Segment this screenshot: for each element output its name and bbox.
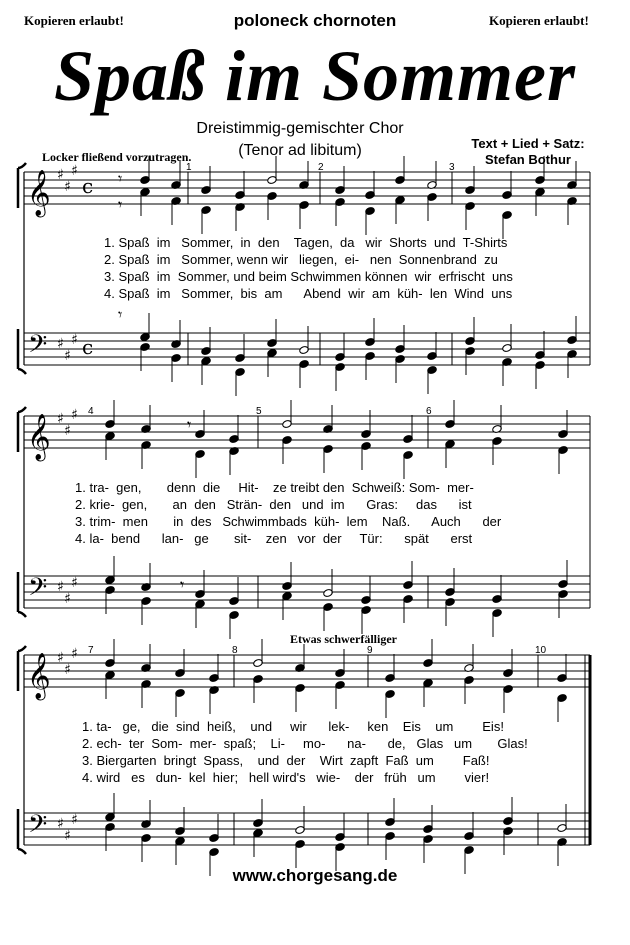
lyric-verse-1: 1. ta- ge, die sind heiß, und wir lek- ken Eis um Eis!	[82, 719, 504, 734]
publisher-name: poloneck chornoten	[233, 11, 397, 30]
lyrics-block-2	[75, 481, 501, 545]
eighth-rest-icon: 𝄾	[187, 415, 192, 434]
lyric-verse-2: 2. Spaß im Sommer, wenn wir liegen, ei- nen Sonnenbrand zu	[104, 252, 498, 267]
subtitle-line-1: Dreistimmig-gemischter Chor	[196, 120, 404, 137]
measure-number: 5	[256, 406, 262, 417]
sharp-icon: ♯	[57, 579, 64, 595]
eighth-rest-icon: 𝄾	[118, 195, 123, 214]
sharp-icon: ♯	[64, 591, 71, 607]
measure-number: 8	[232, 645, 238, 656]
sharp-icon: ♯	[71, 407, 78, 423]
bass-clef-icon: 𝄢	[28, 810, 48, 845]
copy-allowed-right: Kopieren erlaubt!	[489, 13, 589, 28]
treble-clef-icon: 𝄞	[27, 653, 51, 699]
sharp-icon: ♯	[64, 179, 71, 195]
sharp-icon: ♯	[64, 348, 71, 364]
sharp-icon: ♯	[71, 163, 78, 179]
lyric-verse-1: 1. tra- gen, denn die Hit- ze treibt den Schweiß: Som- mer-	[75, 480, 474, 495]
bass-clef-icon: 𝄢	[28, 573, 48, 608]
measure-number: 1	[186, 162, 192, 173]
sharp-icon: ♯	[64, 423, 71, 439]
measure-number: 9	[367, 645, 373, 656]
staff-bracket	[18, 572, 26, 617]
subtitle-line-2: (Tenor ad libitum)	[238, 142, 362, 159]
lyric-verse-3: 3. Biergarten bringt Spass, und der Wirt zapft Faß um Faß!	[82, 753, 490, 768]
eighth-rest-icon: 𝄾	[180, 575, 185, 594]
sharp-icon: ♯	[57, 411, 64, 427]
lyric-verse-3: 3. Spaß im Sommer, und beim Schwimmen können wir erfrischt uns	[104, 269, 513, 284]
measure-number: 10	[535, 645, 547, 656]
staff-bracket	[18, 407, 26, 452]
sharp-icon: ♯	[57, 336, 64, 352]
tempo-marking-1: Locker fließend vorzutragen.	[42, 150, 192, 164]
lyric-verse-4: 4. Spaß im Sommer, bis am Abend wir am küh- len Wind uns	[104, 286, 513, 301]
lyric-verse-4: 4. wird es dun- kel hier; hell wird's wie- der früh um vier!	[82, 770, 490, 785]
sharp-icon: ♯	[71, 812, 78, 828]
staff-bracket	[18, 809, 26, 854]
sharp-icon: ♯	[57, 650, 64, 666]
sharp-icon: ♯	[64, 828, 71, 844]
song-title: Spaß im Sommer	[53, 36, 577, 116]
treble-clef-icon: 𝄞	[27, 170, 51, 216]
sharp-icon: ♯	[57, 167, 64, 183]
sharp-icon: ♯	[57, 816, 64, 832]
website-footer: www.chorgesang.de	[232, 866, 398, 885]
sharp-icon: ♯	[71, 575, 78, 591]
measure-number: 6	[426, 406, 432, 417]
lyric-verse-3: 3. trim- men in des Schwimmbads küh- lem Naß. Auch der	[75, 514, 502, 529]
lyric-verse-4: 4. la- bend lan- ge sit- zen vor der Tür: spät erst	[75, 531, 473, 546]
eighth-rest-icon: 𝄾	[118, 305, 123, 324]
lyric-verse-1: 1. Spaß im Sommer, in den Tagen, da wir Shorts und T-Shirts	[104, 235, 508, 250]
bass-clef-icon: 𝄢	[28, 330, 48, 365]
lyric-verse-2: 2. krie- gen, an den Strän- den und im Gras: das ist	[75, 497, 472, 512]
eighth-rest-icon: 𝄾	[118, 169, 123, 188]
measure-number: 4	[88, 406, 94, 417]
staff-bracket	[18, 646, 26, 691]
lyrics-block-3	[82, 720, 528, 784]
staff-bracket	[18, 163, 26, 208]
staff-bracket	[18, 329, 26, 374]
measure-number: 3	[449, 162, 455, 173]
author-name: Stefan Bothur	[485, 152, 571, 167]
lyric-verse-2: 2. ech- ter Som- mer- spaß; Li- mo- na- de, Glas um Glas!	[82, 736, 528, 751]
sharp-icon: ♯	[71, 332, 78, 348]
measure-number: 2	[318, 162, 324, 173]
sharp-icon: ♯	[71, 646, 78, 662]
tempo-marking-3: Etwas schwerfälliger	[290, 632, 397, 646]
copy-allowed-left: Kopieren erlaubt!	[24, 13, 124, 28]
common-time-icon: c	[82, 174, 94, 198]
measure-number: 7	[88, 645, 94, 656]
common-time-icon: c	[82, 335, 94, 359]
treble-clef-icon: 𝄞	[27, 414, 51, 460]
author-label: Text + Lied + Satz:	[471, 136, 585, 151]
lyrics-block-1	[104, 236, 513, 300]
sharp-icon: ♯	[64, 662, 71, 678]
